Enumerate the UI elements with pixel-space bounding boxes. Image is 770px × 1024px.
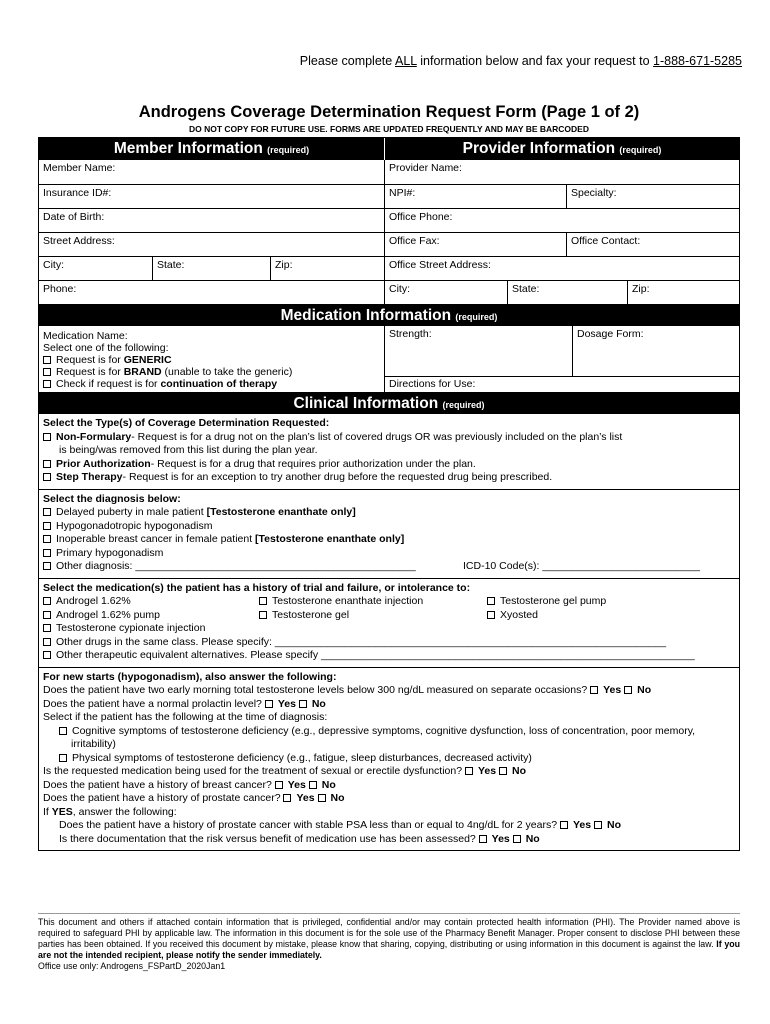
checkbox-icon[interactable] [560,821,568,829]
checkbox-icon[interactable] [43,535,51,543]
checkbox-icon[interactable] [594,821,602,829]
checkbox-icon[interactable] [43,380,51,388]
medication-history-section: Select the medication(s) the patient has a history of trial and failure, or intolerance to: Androgel 1.62% Testosterone enanthate injection Testosterone gel pump Androgel 1.62% pump Testosterone gel Xyosted Testosterone cypionate injection Other drugs in the same class. Please specify: ___________________________________________________________________ Other therapeutic equivalent alternatives. Please specify ________________________________________________________________ [39,578,739,667]
step-therapy-option[interactable]: Step Therapy- Request is for an exception to try another drug before the requested drug being prescribed. [43,471,735,485]
brand-option[interactable]: Request is for BRAND (unable to take the generic) [43,366,380,378]
checkbox-icon[interactable] [265,700,273,708]
select-one-label: Select one of the following: [43,342,169,354]
fax-instruction: Please complete ALL information below and fax your request to 1-888-671-5285 [299,54,742,68]
checkbox-icon[interactable] [479,835,487,843]
specialty-field[interactable]: Specialty: [566,185,739,208]
checkbox-icon[interactable] [513,835,521,843]
checkbox-icon[interactable] [59,727,67,735]
question-prolactin: Does the patient have a normal prolactin level? Yes No [43,697,326,710]
form-title: Androgens Coverage Determination Request Form (Page 1 of 2) [138,103,640,121]
checkbox-icon[interactable] [43,473,51,481]
dosage-form-field[interactable]: Dosage Form: [572,326,739,376]
question-prostate-cancer: Does the patient have a history of prostate cancer? Yes No [43,792,345,804]
member-name-field[interactable]: Member Name: [43,162,116,174]
diagnosis-other[interactable]: Other diagnosis: ________________________________________________ [43,560,463,574]
diagnosis-primary-hypogonadism[interactable]: Primary hypogonadism [43,547,735,561]
provider-info-header: Provider Information (required) [384,138,739,160]
provider-name-field[interactable]: Provider Name: [389,162,462,174]
member-city-field[interactable]: City: [43,259,64,271]
office-use-label: Office use only: Androgens_FSPartD_2020Jan1 [38,961,226,971]
checkbox-icon[interactable] [318,794,326,802]
checkbox-icon[interactable] [309,781,317,789]
strength-field[interactable]: Strength: [389,328,432,340]
office-phone-field[interactable]: Office Phone: [385,208,739,232]
med-androgel-pump[interactable]: Androgel 1.62% pump [43,609,259,623]
checkbox-icon[interactable] [43,522,51,530]
cognitive-symptoms-option[interactable]: Cognitive symptoms of testosterone deficiency (e.g., depressive symptoms, cognitive dysfunction, loss of concentration, poor memory, [43,725,735,739]
coverage-type-section: Select the Type(s) of Coverage Determination Requested: Non-Formulary- Request is for a drug not on the plan’s list of covered drugs OR was previously included on the plan’s list is being/was removed from this list during the plan year. Prior Authorization- Request is for a drug that requires prior authorization under the plan. Step Therapy- Request is for an exception to try another drug before the requested drug being prescribed. [39,414,739,489]
question-sexual-dysfunction: Is the requested medication being used for the treatment of sexual or erectile dysfunction? Yes No [43,765,527,777]
provider-zip-field[interactable]: Zip: [627,281,739,304]
medication-name-field[interactable]: Medication Name: [43,330,128,342]
member-phone-field[interactable]: Phone: [39,280,384,304]
diagnosis-hypogonadotropic[interactable]: Hypogonadotropic hypogonadism [43,520,735,534]
med-testosterone-gel[interactable]: Testosterone gel [259,609,487,623]
checkbox-icon[interactable] [259,611,267,619]
diagnosis-section: Select the diagnosis below: Delayed puberty in male patient [Testosterone enanthate only] Hypogonadotropic hypogonadism Inoperable breast cancer in female patient [Testosterone enanthate only] Primary hypogonadism Other diagnosis: ________________________________________________ ICD-10 Code(s): ___________________________ [39,489,739,578]
checkbox-icon[interactable] [43,433,51,441]
provider-state-field[interactable]: State: [507,281,627,304]
med-other-same-class[interactable]: Other drugs in the same class. Please specify: ___________________________________________________________________ [43,636,735,650]
checkbox-icon[interactable] [465,767,473,775]
member-zip-field[interactable]: Zip: [270,257,384,280]
icd10-field[interactable]: ICD-10 Code(s): ___________________________ [463,560,701,572]
continuation-option[interactable]: Check if request is for continuation of therapy [43,378,380,390]
question-stable-psa: Does the patient have a history of prostate cancer with stable PSA less than or equal to 4ng/dL for 2 years? Yes No [59,819,622,831]
checkbox-icon[interactable] [43,651,51,659]
fax-number: 1-888-671-5285 [653,54,742,68]
checkbox-icon[interactable] [43,356,51,364]
checkbox-icon[interactable] [590,686,598,694]
checkbox-icon[interactable] [299,700,307,708]
checkbox-icon[interactable] [43,549,51,557]
question-testosterone-levels: Does the patient have two early morning total testosterone levels below 300 ng/dL measured on separate occasions? Yes No [43,684,652,696]
checkbox-icon[interactable] [499,767,507,775]
dob-field[interactable]: Date of Birth: [39,208,384,232]
medication-info-header: Medication Information (required) [39,304,739,326]
med-testosterone-enanthate[interactable]: Testosterone enanthate injection [259,595,487,609]
diagnosis-delayed-puberty[interactable]: Delayed puberty in male patient [Testosterone enanthate only] [43,506,735,520]
checkbox-icon[interactable] [43,562,51,570]
member-state-field[interactable]: State: [152,257,270,280]
checkbox-icon[interactable] [59,754,67,762]
checkbox-icon[interactable] [283,794,291,802]
form-body [38,137,740,851]
physical-symptoms-option[interactable]: Physical symptoms of testosterone deficiency (e.g., fatigue, sleep disturbances, decreased activity) [43,752,735,766]
member-street-field[interactable]: Street Address: [39,232,384,256]
prior-auth-option[interactable]: Prior Authorization- Request is for a drug that requires prior authorization under the plan. [43,458,735,472]
checkbox-icon[interactable] [43,638,51,646]
med-xyosted[interactable]: Xyosted [487,609,538,623]
form-subtitle: DO NOT COPY FOR FUTURE USE. FORMS ARE UPDATED FREQUENTLY AND MAY BE BARCODED [188,124,589,134]
office-fax-field[interactable]: Office Fax: [389,235,440,247]
checkbox-icon[interactable] [43,597,51,605]
office-contact-field[interactable]: Office Contact: [566,233,739,256]
checkbox-icon[interactable] [43,368,51,376]
checkbox-icon[interactable] [624,686,632,694]
generic-option[interactable]: Request is for GENERIC [43,354,380,366]
diagnosis-breast-cancer[interactable]: Inoperable breast cancer in female patient [Testosterone enanthate only] [43,533,735,547]
provider-city-field[interactable]: City: [389,283,410,295]
insurance-id-field[interactable]: Insurance ID#: [39,184,384,208]
checkbox-icon[interactable] [43,611,51,619]
question-breast-cancer: Does the patient have a history of breast cancer? Yes No [43,778,336,791]
checkbox-icon[interactable] [487,611,495,619]
new-starts-section: For new starts (hypogonadism), also answer the following: Does the patient have two early morning total testosterone levels below 300 ng/dL measured on separate occasions? Yes No Does the patient have a normal prolactin level? Yes No Select if the patient has the following at the time of diagnosis: Cognitive symptoms of testosterone deficiency (e.g., depressive symptoms, cognitive dysfunction, loss of concentration, poor memory, irritability) Physical symptoms of testosterone deficiency (e.g., fatigue, sleep disturbances, decreased activity) Is the requested medication being used for the treatment of sexual or erectile dysfunction? Yes No Does the patient have a history of breast cancer? Yes No Does the patient have a history of prostate cancer? Yes No If YES, answer the following: Does the patient have a history of prostate cancer with stable PSA less than or equal to 4ng/dL for 2 years? Yes No Is there documentation that the risk versus benefit of medication use has been assessed? Yes No [39,667,739,851]
med-androgel[interactable]: Androgel 1.62% [43,595,259,609]
clinical-info-header: Clinical Information (required) [39,392,739,414]
office-street-field[interactable]: Office Street Address: [385,256,739,280]
confidentiality-notice: This document and others if attached contain information that is privileged, confidential and/or may contain protected health information (PHI). The Provider named above is required to safeguard PHI by applicable law. The information in this document is for the sole use of the Pharmacy Benefit Manager. Proper consent to disclose PHI between these parties has been obtained. If you received this document by mistake, please know that sharing, copying, distributing or using information in this document is against the law. If you are not the intended recipient, please notify the sender immediately. Office use only: Androgens_FSPartD_2020Jan1 [38,917,740,971]
question-risk-benefit: Is there documentation that the risk versus benefit of medication use has been assessed? Yes No [59,832,540,845]
member-info-header: Member Information (required) [39,138,384,160]
checkbox-icon[interactable] [43,460,51,468]
non-formulary-option[interactable]: Non-Formulary- Request is for a drug not on the plan’s list of covered drugs OR was previously included on the plan’s list [43,431,735,445]
footer-divider [38,913,740,914]
checkbox-icon[interactable] [43,508,51,516]
med-testosterone-gel-pump[interactable]: Testosterone gel pump [487,595,606,609]
checkbox-icon[interactable] [275,781,283,789]
checkbox-icon[interactable] [43,624,51,632]
med-other-alternatives[interactable]: Other therapeutic equivalent alternatives. Please specify ________________________________________________________________ [43,649,735,663]
checkbox-icon[interactable] [259,597,267,605]
npi-field[interactable]: NPI#: [389,187,416,199]
med-testosterone-cypionate[interactable]: Testosterone cypionate injection [43,622,735,636]
checkbox-icon[interactable] [487,597,495,605]
directions-field[interactable]: Directions for Use: [385,376,739,392]
